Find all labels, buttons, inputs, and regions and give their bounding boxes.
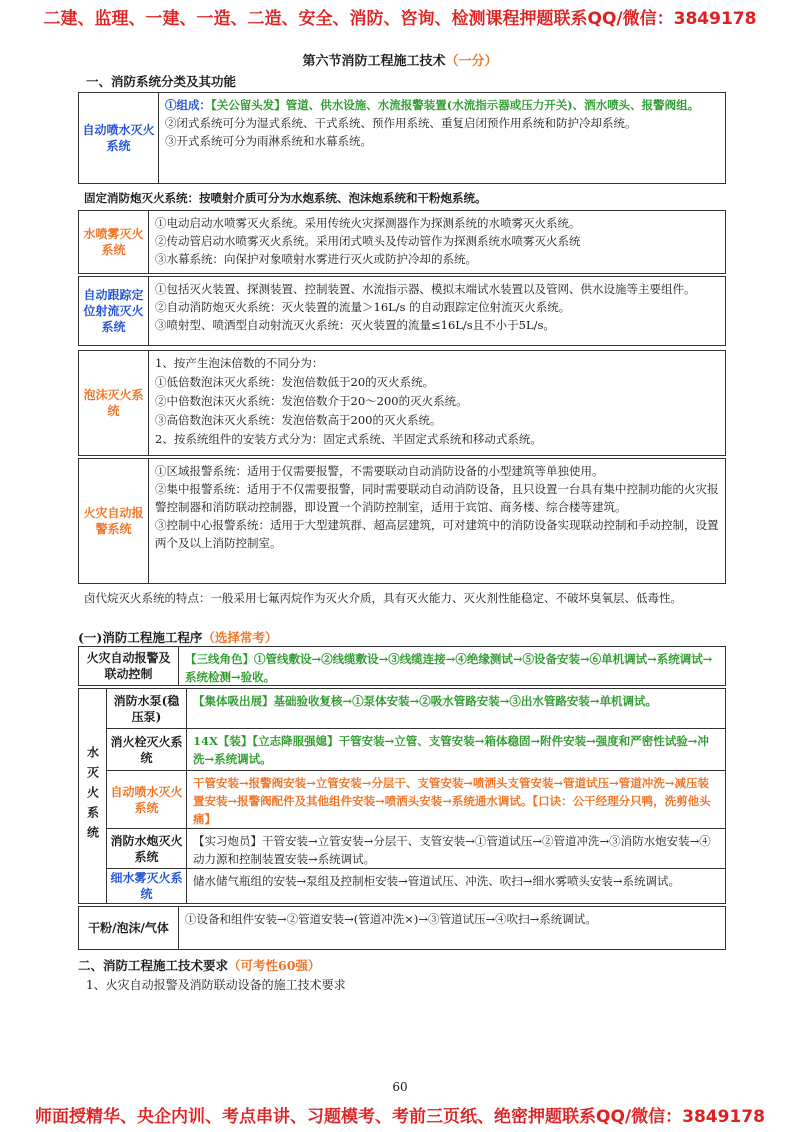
proc-text: 【实习炮员】干管安装→立管安装→分层干、支管安装→①管道试压→②管道冲洗→③消防水炮安装→④动力源和控制装置安装→系统调试。 — [193, 834, 711, 866]
row-label: 火灾自动报警系统 — [79, 459, 149, 583]
section-heading-2 — [78, 628, 277, 646]
proc-text: 14X【装】【立志降服强媳】干管安装→立管、支管安装→箱体稳固→附件安装→强度和严密性试验→冲洗→系统调试。 — [193, 734, 709, 766]
proc-body — [187, 829, 725, 868]
proc-text: 干管安装→报警阀安装→立管安装→分层干、支管安装→喷洒头支管安装→管道试压→管道冲洗→减压装置安装→报警阀配件及其他组件安装→喷洒头安装→系统通水调试。【口诀：公干经理分只鸭，洗剪他头痛】 — [193, 776, 711, 826]
row-line: ①区域报警系统：适用于仅需要报警，不需要联动自动消防设备的小型建筑等单独使用。 — [155, 464, 604, 478]
proc-body — [187, 771, 725, 828]
row-label: 水喷雾灭火系统 — [79, 211, 149, 273]
row-line: ①包括灭火装置、探测装置、控制装置、水流指示器、模拟末端试水装置以及管网、供水设施等主要组件。 — [155, 282, 696, 296]
proc-mist — [107, 869, 725, 903]
row-body — [149, 459, 725, 583]
section-heading-3-text: 二、消防工程施工技术要求 — [78, 958, 229, 973]
proc-label: 细水雾灭火系统 — [107, 869, 187, 903]
top-banner: 二建、监理、一建、一造、二造、安全、消防、咨询、检测课程押题联系QQ/微信：3849178 — [43, 9, 757, 29]
row-line: ③开式系统可分为雨淋系统和水幕系统。 — [165, 134, 372, 148]
row-line: ②中倍数泡沫灭火系统：发泡倍数介于20～200的灭火系统。 — [155, 394, 468, 408]
row-label: 泡沫灭火系统 — [79, 351, 149, 455]
row-body — [149, 351, 725, 455]
row-body — [159, 93, 725, 183]
row-line: ②传动管启动水喷雾灭火系统。采用闭式喷头及传动管作为探测系统水喷雾灭火系统 — [155, 234, 581, 248]
proc-body — [179, 647, 725, 685]
row-line: ②集中报警系统：适用于不仅需要报警，同时需要联动自动消防设备，且只设置一台具有集中控制功能的火灾报警控制器和消防联动控制器，即设置一个消防控制室，适用于宾馆、商务楼、综合楼等建筑。 — [155, 482, 719, 514]
row-line: 1、按产生泡沫倍数的不同分为： — [155, 356, 324, 370]
proc-label: 消火栓灭火系统 — [107, 729, 187, 770]
proc-group-label: 水灭火系统 — [79, 689, 107, 903]
proc-hydrant — [107, 729, 725, 771]
row-line: ①电动启动水喷雾灭火系统。采用传统火灾探测器作为探测系统的水喷雾灭火系统。 — [155, 216, 581, 230]
row-fixed-cannon — [78, 186, 726, 210]
bottom-banner: 师面授精华、央企内训、考点串讲、习题模考、考前三页纸、绝密押题联系QQ/微信：3849178 — [35, 1107, 765, 1127]
section-heading-1: 一、消防系统分类及其功能 — [86, 74, 237, 89]
row-line: ①低倍数泡沫灭火系统：发泡倍数低于20的灭火系统。 — [155, 375, 435, 389]
section-heading-3 — [78, 956, 320, 974]
proc-alarm — [78, 646, 726, 686]
row-line-head: ①组成： — [165, 98, 211, 112]
section-sub: 1、火灾自动报警及消防联动设备的施工技术要求 — [86, 978, 346, 992]
proc-body — [187, 689, 725, 728]
row-label: 自动喷水灭火系统 — [79, 93, 159, 183]
title-text: 第六节消防工程施工技术 — [302, 54, 446, 69]
section-heading-3-note: （可考性60强） — [228, 958, 321, 973]
proc-pump — [107, 689, 725, 729]
row-fire-alarm — [78, 458, 726, 584]
proc-label: 消防水炮灭火系统 — [107, 829, 187, 868]
row-line: ②闭式系统可分为湿式系统、干式系统、预作用系统、重复启闭预作用系统和防护冷却系统。 — [165, 116, 637, 130]
row-water-spray — [78, 210, 726, 274]
row-line: 2、按系统组件的安装方式分为：固定式系统、半固定式系统和移动式系统。 — [155, 432, 542, 446]
row-line: ③喷射型、喷洒型自动射流灭火系统：灭火装置的流量≤16L/s且不小于5L/s。 — [155, 318, 555, 332]
proc-powder — [78, 906, 726, 950]
row-halon — [78, 586, 726, 622]
title-note: （一分） — [445, 54, 498, 69]
proc-text: 【三线角色】①管线敷设→②线缆敷设→③线缆连接→④绝缘测试→⑤设备安装→⑥单机调试→系统调试→系统检测→验收。 — [185, 652, 713, 684]
section-heading-2-note: （选择常考） — [202, 630, 278, 645]
row-line: ②自动消防炮灭火系统：灭火装置的流量＞16L/s 的自动跟踪定位射流灭火系统。 — [155, 300, 571, 314]
row-line: ③高倍数泡沫灭火系统：发泡倍数高于200的灭火系统。 — [155, 413, 442, 427]
proc-cannon — [107, 829, 725, 869]
row-line — [165, 96, 719, 114]
row-text: 固定消防炮灭火系统：按喷射介质可分为水炮系统、泡沫炮系统和干粉炮系统。 — [84, 191, 487, 205]
page-number: 60 — [392, 1080, 408, 1094]
proc-label: 火灾自动报警及联动控制 — [79, 647, 179, 685]
proc-label: 干粉/泡沫/气体 — [79, 907, 179, 949]
row-sprinkler — [78, 92, 726, 184]
row-line-text: 管道、供水设施、水流报警装置(水流指示器或压力开关)、洒水喷头、报警阀组。 — [285, 98, 700, 112]
proc-label: 消防水泵(稳压泵) — [107, 689, 187, 728]
proc-body — [187, 869, 725, 903]
proc-body — [179, 907, 725, 949]
proc-text: 【集体吸出展】基础验收复核→①泵体安装→②吸水管路安装→③出水管路安装→单机调试。 — [193, 694, 658, 708]
page-title — [0, 50, 800, 69]
proc-sprinkler — [107, 771, 725, 829]
row-label: 自动跟踪定位射流灭火系统 — [79, 277, 149, 345]
row-line-mnemonic: 【关公留头发】 — [211, 98, 286, 112]
row-body — [149, 211, 725, 273]
proc-text: ①设备和组件安装→②管道安装→(管道冲洗×)→③管道试压→④吹扫→系统调试。 — [185, 912, 597, 926]
row-auto-tracking — [78, 276, 726, 346]
proc-water-group — [78, 688, 726, 904]
row-line: ③水幕系统：向保护对象喷射水雾进行灭火或防护冷却的系统。 — [155, 252, 477, 266]
section-heading-2-text: (一)消防工程施工程序 — [78, 630, 203, 645]
proc-text: 储水储气瓶组的安装→泵组及控制柜安装→管道试压、冲洗、吹扫→细水雾喷头安装→系统调试。 — [193, 874, 681, 888]
row-line: ③控制中心报警系统：适用于大型建筑群、超高层建筑，可对建筑中的消防设备实现联动控制和手动控制，设置两个及以上消防控制室。 — [155, 518, 719, 550]
row-foam — [78, 350, 726, 456]
row-body — [149, 277, 725, 345]
proc-label: 自动喷水灭火系统 — [107, 771, 187, 828]
row-text: 卤代烷灭火系统的特点：一般采用七氟丙烷作为灭火介质，具有灭火能力、灭火剂性能稳定、不破坏臭氧层、低毒性。 — [84, 591, 682, 605]
proc-body — [187, 729, 725, 770]
